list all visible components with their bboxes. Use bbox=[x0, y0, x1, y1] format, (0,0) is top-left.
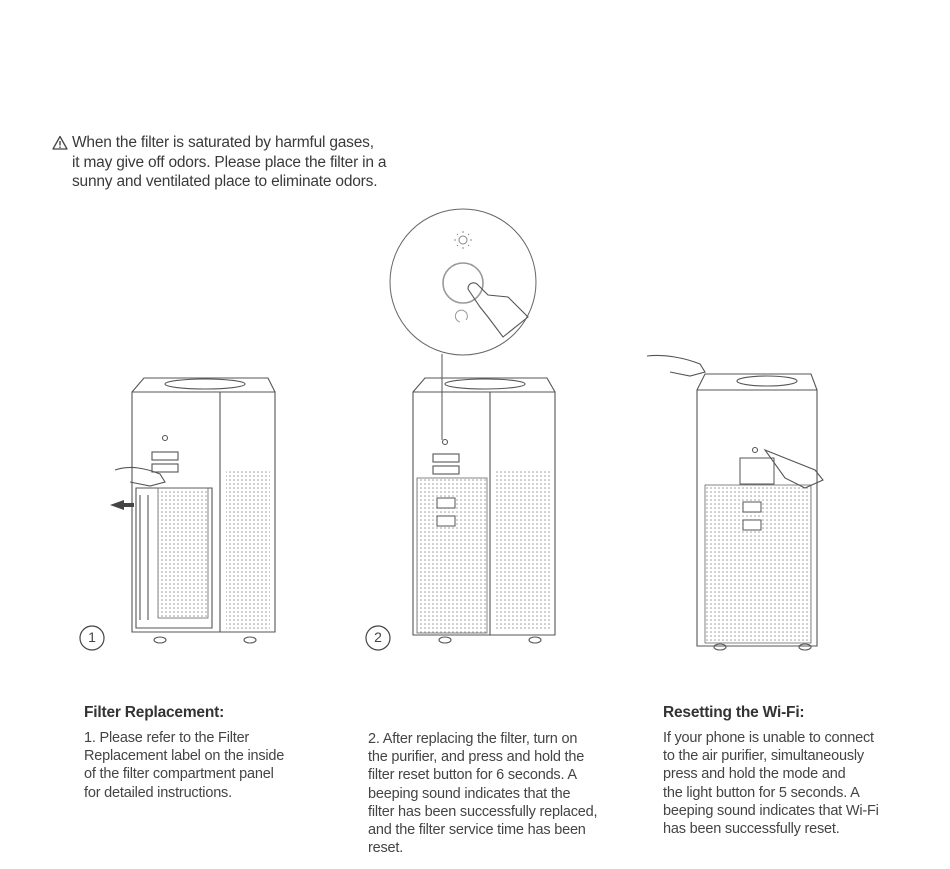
wifi-text-line: to the air purifier, simultaneously bbox=[663, 748, 864, 765]
warning-text-line: sunny and ventilated place to eliminate odors. bbox=[72, 173, 378, 190]
filter-removal-illustration bbox=[100, 370, 300, 650]
filter-reset-illustration bbox=[395, 370, 575, 650]
filter-replacement-step1 bbox=[84, 729, 284, 802]
warning-text-line: it may give off odors. Please place the filter in a bbox=[72, 153, 387, 171]
step2-text-line: the purifier, and press and hold the bbox=[368, 749, 585, 766]
warning-text-line: When the filter is saturated by harmful gases, bbox=[72, 134, 374, 151]
zoom-callout-illustration bbox=[388, 207, 538, 357]
step1-text-line: of the filter compartment panel bbox=[84, 766, 274, 783]
wifi-text-line: the light button for 5 seconds. A bbox=[663, 784, 860, 801]
wifi-reset-instructions bbox=[663, 729, 879, 838]
wifi-text-line: has been successfully reset. bbox=[663, 821, 840, 838]
step2-text-line: filter has been successfully replaced, bbox=[368, 803, 598, 820]
step2-text-line: beeping sound indicates that the bbox=[368, 785, 571, 802]
step2-text-line: filter reset button for 6 seconds. A bbox=[368, 767, 577, 784]
step1-text-line: 1. Please refer to the Filter bbox=[84, 730, 250, 746]
wifi-text-line: If your phone is unable to connect bbox=[663, 730, 874, 746]
step2-text-line: and the filter service time has been bbox=[368, 822, 586, 839]
wifi-reset-heading: Resetting the Wi-Fi: bbox=[663, 704, 805, 721]
step2-text-line: reset. bbox=[368, 840, 404, 857]
wifi-text-line: press and hold the mode and bbox=[663, 766, 846, 783]
wifi-reset-illustration bbox=[645, 350, 835, 650]
step-number: 2 bbox=[374, 629, 382, 645]
filter-replacement-step2 bbox=[368, 730, 597, 857]
warning-note bbox=[52, 133, 432, 192]
step1-text-line: for detailed instructions. bbox=[84, 784, 232, 801]
wifi-text-line: beeping sound indicates that Wi-Fi bbox=[663, 802, 879, 819]
filter-replacement-heading: Filter Replacement: bbox=[84, 704, 225, 721]
step2-text-line: 2. After replacing the filter, turn on bbox=[368, 731, 578, 747]
step-number: 1 bbox=[88, 629, 96, 645]
step1-text-line: Replacement label on the inside bbox=[84, 748, 285, 765]
warning-triangle-icon bbox=[52, 135, 68, 151]
